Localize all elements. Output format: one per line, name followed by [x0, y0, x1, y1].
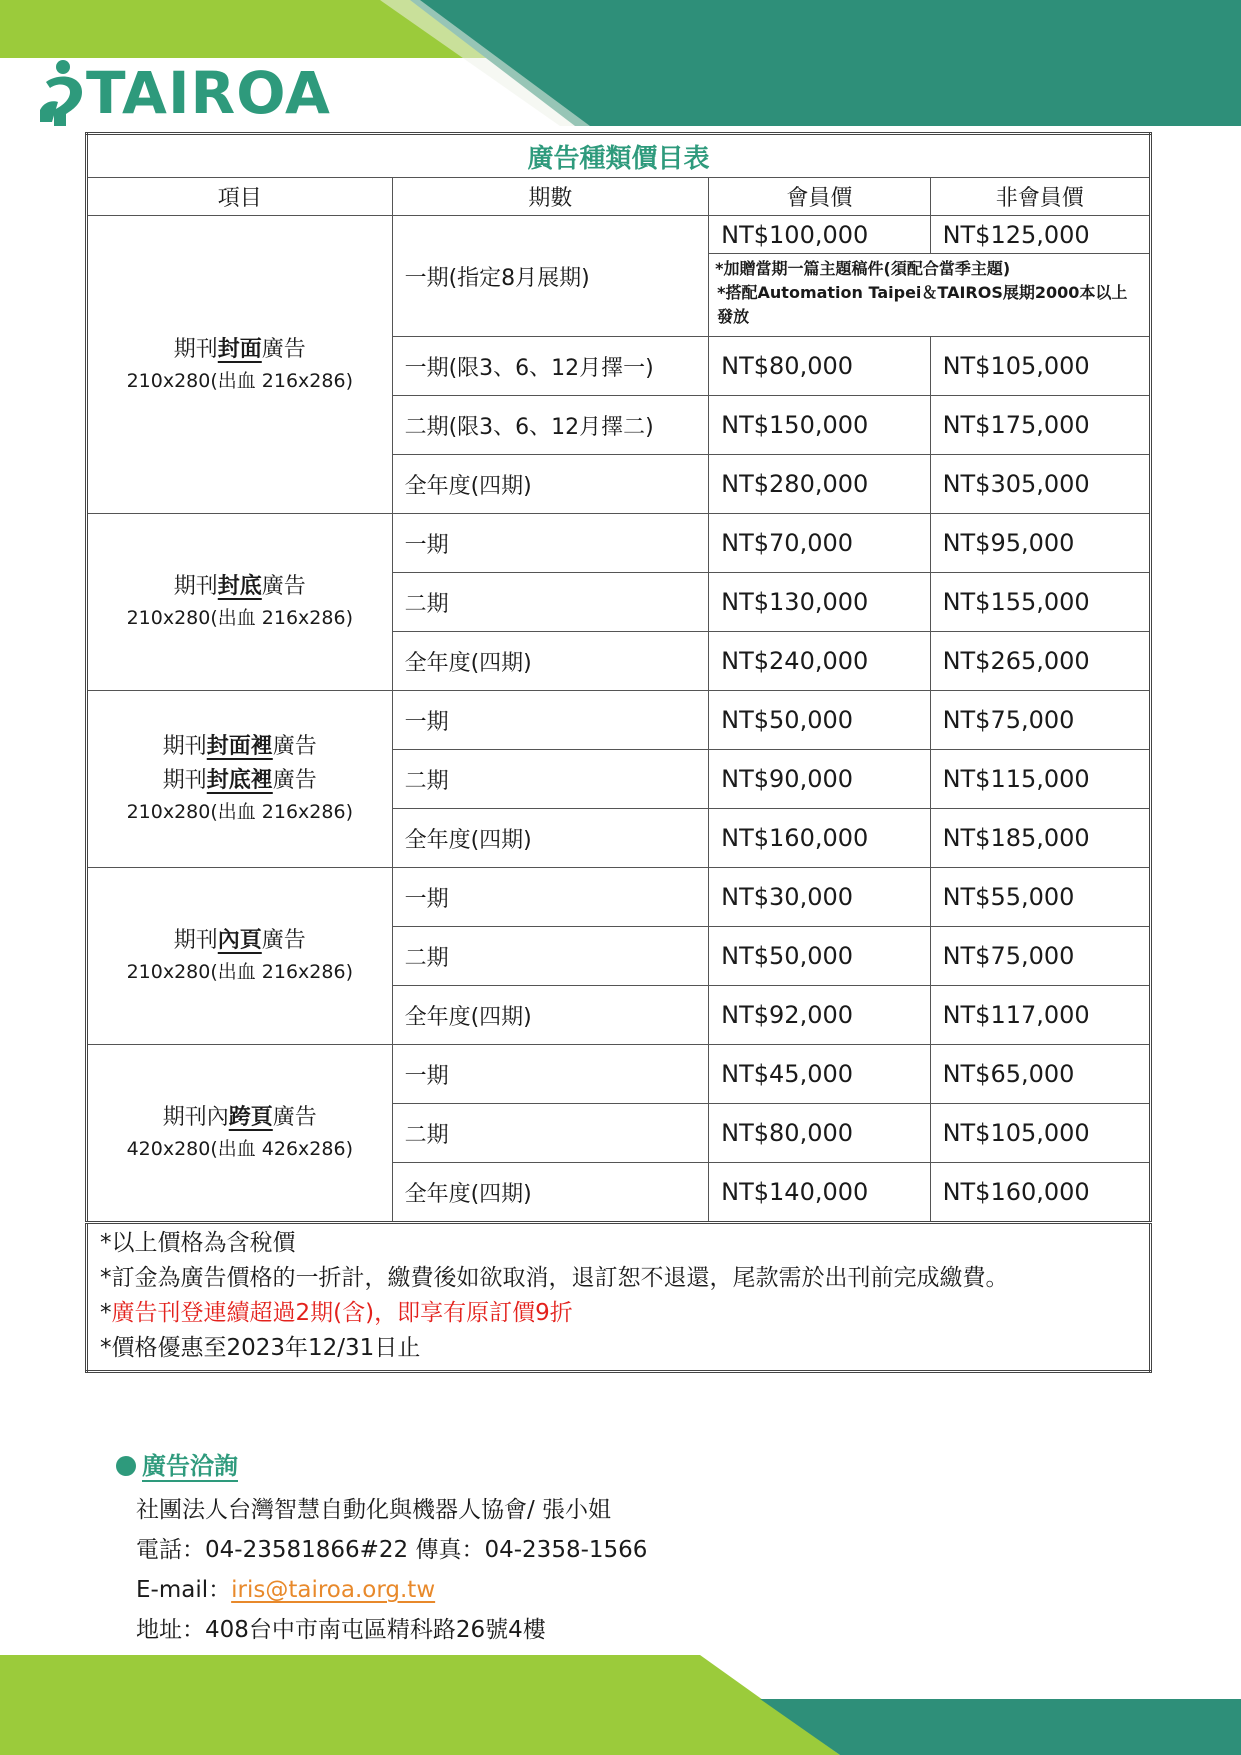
item-size: 210x280(出血 216x286) [126, 369, 353, 392]
footnote-discount: *廣告刊登連續超過2期(含)，即享有原訂價9折 [100, 1299, 573, 1326]
email-link[interactable]: iris@tairoa.org.tw [231, 1577, 436, 1603]
footer-band [0, 1655, 1241, 1755]
period-cell: 全年度(四期) [392, 455, 709, 514]
member-price: NT$160,000 [709, 809, 930, 868]
header-item: 項目 [87, 178, 393, 216]
contact-org: 社團法人台灣智慧自動化與機器人協會/ 張小姐 [136, 1497, 612, 1523]
item-spread: 期刊內跨頁廣告 420x280(出血 426x286) [87, 1045, 393, 1223]
contact-address: 地址：408台中市南屯區精科路26號4樓 [136, 1617, 546, 1643]
item-size: 210x280(出血 216x286) [126, 607, 353, 630]
period-cell: 全年度(四期) [392, 809, 709, 868]
member-price: NT$45,000 [709, 1045, 930, 1104]
contact-email-line: E-mail：iris@tairoa.org.tw [136, 1577, 436, 1603]
period-cell: 一期 [392, 868, 709, 927]
table-row [87, 691, 1151, 750]
period-cell: 二期(限3、6、12月擇二) [392, 396, 709, 455]
nonmember-price: NT$305,000 [930, 455, 1150, 514]
table-header-row [87, 178, 1151, 216]
contact-title: 廣告洽詢 [116, 1446, 647, 1486]
tairoa-logo [36, 58, 331, 128]
nonmember-price: NT$185,000 [930, 809, 1150, 868]
header-member-price: 會員價 [709, 178, 930, 216]
member-price: NT$80,000 [709, 1104, 930, 1163]
nonmember-price: NT$125,000 [930, 216, 1150, 254]
header-nonmember-price: 非會員價 [930, 178, 1150, 216]
price-table [85, 132, 1152, 1373]
period-cell: 一期 [392, 514, 709, 573]
nonmember-price: NT$95,000 [930, 514, 1150, 573]
member-price: NT$50,000 [709, 691, 930, 750]
member-price: NT$140,000 [709, 1163, 930, 1223]
period-cell: 一期(限3、6、12月擇一) [392, 337, 709, 396]
nonmember-price: NT$105,000 [930, 337, 1150, 396]
period-cell: 二期 [392, 750, 709, 809]
member-price: NT$50,000 [709, 927, 930, 986]
member-price: NT$100,000 [709, 216, 930, 254]
table-row [87, 868, 1151, 927]
nonmember-price: NT$265,000 [930, 632, 1150, 691]
footnote-deposit: *訂金為廣告價格的一折計，繳費後如欲取消，退訂恕不退還，尾款需於出刊前完成繳費。 [100, 1264, 1009, 1291]
item-back-cover: 期刊封底廣告 210x280(出血 216x286) [87, 514, 393, 691]
footnote-tax: *以上價格為含稅價 [100, 1230, 296, 1256]
nonmember-price: NT$160,000 [930, 1163, 1150, 1223]
nonmember-price: NT$105,000 [930, 1104, 1150, 1163]
period-cell: 全年度(四期) [392, 986, 709, 1045]
cover-bonus-note: *加贈當期一篇主題稿件(須配合當季主題) *搭配Automation Taipei＆TAIROS展期2000本以上發放 [709, 254, 1151, 337]
period-cell: 全年度(四期) [392, 1163, 709, 1223]
period-cell: 二期 [392, 927, 709, 986]
member-price: NT$30,000 [709, 868, 930, 927]
footnotes [87, 1223, 1151, 1372]
member-price: NT$240,000 [709, 632, 930, 691]
nonmember-price: NT$75,000 [930, 927, 1150, 986]
item-cover: 期刊封面廣告 210x280(出血 216x286) [87, 216, 393, 514]
header-period: 期數 [392, 178, 709, 216]
table-row [87, 1045, 1151, 1104]
item-inner-page: 期刊內頁廣告 210x280(出血 216x286) [87, 868, 393, 1045]
contact-phone: 電話：04-23581866#22 傳真：04-2358-1566 [136, 1537, 648, 1563]
period-cell: 一期(指定8月展期) [392, 216, 709, 337]
nonmember-price: NT$65,000 [930, 1045, 1150, 1104]
member-price: NT$130,000 [709, 573, 930, 632]
period-cell: 二期 [392, 573, 709, 632]
nonmember-price: NT$75,000 [930, 691, 1150, 750]
nonmember-price: NT$117,000 [930, 986, 1150, 1045]
period-cell: 一期 [392, 1045, 709, 1104]
table-title: 廣告種類價目表 [87, 134, 1151, 178]
nonmember-price: NT$155,000 [930, 573, 1150, 632]
member-price: NT$150,000 [709, 396, 930, 455]
contact-section [116, 1446, 647, 1650]
nonmember-price: NT$175,000 [930, 396, 1150, 455]
member-price: NT$92,000 [709, 986, 930, 1045]
table-row [87, 514, 1151, 573]
item-inside-covers: 期刊封面裡廣告 期刊封底裡廣告 210x280(出血 216x286) [87, 691, 393, 868]
period-cell: 一期 [392, 691, 709, 750]
member-price: NT$80,000 [709, 337, 930, 396]
nonmember-price: NT$115,000 [930, 750, 1150, 809]
item-size: 420x280(出血 426x286) [126, 1138, 353, 1161]
member-price: NT$280,000 [709, 455, 930, 514]
member-price: NT$70,000 [709, 514, 930, 573]
bullet-dot-icon [116, 1456, 136, 1476]
nonmember-price: NT$55,000 [930, 868, 1150, 927]
period-cell: 全年度(四期) [392, 632, 709, 691]
period-cell: 二期 [392, 1104, 709, 1163]
logo-text: TAIROA [86, 59, 331, 127]
item-size: 210x280(出血 216x286) [126, 961, 353, 984]
footnote-deadline: *價格優惠至2023年12/31日止 [100, 1334, 421, 1361]
table-row [87, 216, 1151, 254]
tairoa-emblem-icon [36, 58, 86, 128]
member-price: NT$90,000 [709, 750, 930, 809]
item-size: 210x280(出血 216x286) [126, 801, 353, 824]
